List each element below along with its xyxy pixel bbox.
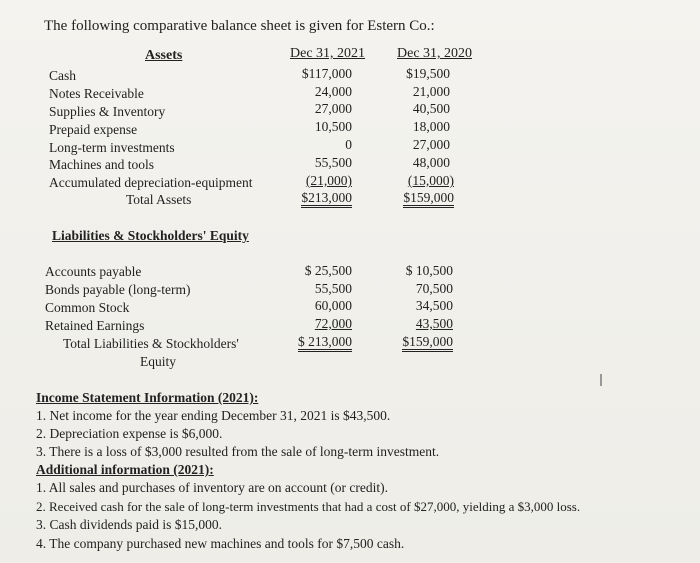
- liability-row-value-2021: [272, 316, 352, 332]
- asset-row-label: Cash: [49, 68, 76, 83]
- total-assets-2020-text: $159,000: [403, 190, 454, 208]
- asset-row-label: Machines and tools: [49, 157, 154, 172]
- liability-row-value-2021: 55,500: [314, 281, 352, 296]
- total-liabilities-2021: [272, 334, 352, 350]
- asset-row-value-2020-text: (15,000): [407, 173, 454, 188]
- asset-row-value-2021: 10,500: [314, 119, 352, 134]
- total-assets-2020: [374, 190, 454, 206]
- liability-row-label: Retained Earnings: [45, 318, 145, 333]
- asset-row-value-2020: 40,500: [412, 101, 450, 116]
- asset-row-label: Supplies & Inventory: [49, 104, 166, 119]
- liabilities-heading: Liabilities & Stockholders' Equity: [52, 228, 249, 243]
- assets-heading: Assets: [145, 48, 183, 63]
- liability-row-label: Accounts payable: [45, 264, 142, 279]
- total-liabilities-2020: [373, 334, 453, 350]
- liability-row-value-2020: $ 10,500: [405, 263, 453, 278]
- total-assets-label: Total Assets: [126, 192, 192, 207]
- asset-row-value-2020: 48,000: [412, 155, 450, 170]
- liability-row-label: Bonds payable (long-term): [45, 282, 191, 297]
- liability-row-value-2021-text: 72,000: [314, 316, 352, 331]
- total-assets-2021-text: $213,000: [301, 190, 352, 208]
- asset-row-value-2020: 27,000: [412, 137, 450, 152]
- additional-heading: Additional information (2021):: [36, 462, 214, 477]
- asset-row-value-2021: 55,500: [314, 155, 352, 170]
- asset-row-value-2020: 21,000: [412, 84, 450, 99]
- total-liabilities-2020-text: $159,000: [402, 334, 453, 352]
- income-item: 3. There is a loss of $3,000 resulted from the sale of long-term investment.: [36, 444, 440, 459]
- asset-row-label: Prepaid expense: [49, 122, 138, 137]
- liability-row-value-2020-text: 43,500: [415, 316, 453, 331]
- asset-row-value-2021: 27,000: [314, 101, 352, 116]
- asset-row-label: Long-term investments: [49, 140, 175, 155]
- income-item: 2. Depreciation expense is $6,000.: [36, 426, 223, 441]
- asset-row-value-2021: $117,000: [301, 66, 352, 81]
- liability-row-value-2021: 60,000: [314, 298, 352, 313]
- asset-row-label: Accumulated depreciation-equipment: [49, 175, 253, 190]
- liability-row-value-2021: $ 25,500: [304, 263, 352, 278]
- col-header-2020: Dec 31, 2020: [397, 46, 473, 61]
- asset-row-label: Notes Receivable: [49, 86, 144, 101]
- additional-item: 3. Cash dividends paid is $15,000.: [36, 517, 222, 532]
- liability-row-value-2020: [373, 316, 453, 332]
- asset-row-value-2020: 18,000: [412, 119, 450, 134]
- liability-row-value-2020: 70,500: [415, 281, 453, 296]
- income-item: 1. Net income for the year ending December 31, 2021 is $43,500.: [36, 408, 391, 423]
- liability-row-value-2020: 34,500: [415, 298, 453, 313]
- scan-mark: [600, 374, 602, 386]
- additional-item: 4. The company purchased new machines and tools for $7,500 cash.: [36, 536, 405, 551]
- total-liabilities-2021-text: $ 213,000: [298, 334, 352, 352]
- additional-item: 1. All sales and purchases of inventory are on account (or credit).: [36, 480, 389, 495]
- col-header-2021: Dec 31, 2021: [290, 46, 366, 61]
- asset-row-value-2021: 0: [345, 137, 352, 152]
- page-title: The following comparative balance sheet is given for Estern Co.:: [44, 18, 435, 34]
- asset-row-value-2020: $19,500: [406, 66, 450, 81]
- total-liabilities-label: Total Liabilities & Stockholders': [63, 336, 239, 351]
- asset-row-value-2021: 24,000: [314, 84, 352, 99]
- asset-row-value-2021-text: (21,000): [305, 173, 352, 188]
- asset-row-value-2020: [374, 173, 454, 189]
- asset-row-value-2021: [272, 173, 352, 189]
- additional-item: 2. Received cash for the sale of long-term investments that had a cost of $27,000, yielding a $3,000 loss.: [36, 499, 581, 514]
- total-liabilities-label-cont: Equity: [140, 354, 176, 369]
- liability-row-label: Common Stock: [45, 300, 130, 315]
- total-assets-2021: [272, 190, 352, 206]
- income-heading: Income Statement Information (2021):: [36, 390, 259, 405]
